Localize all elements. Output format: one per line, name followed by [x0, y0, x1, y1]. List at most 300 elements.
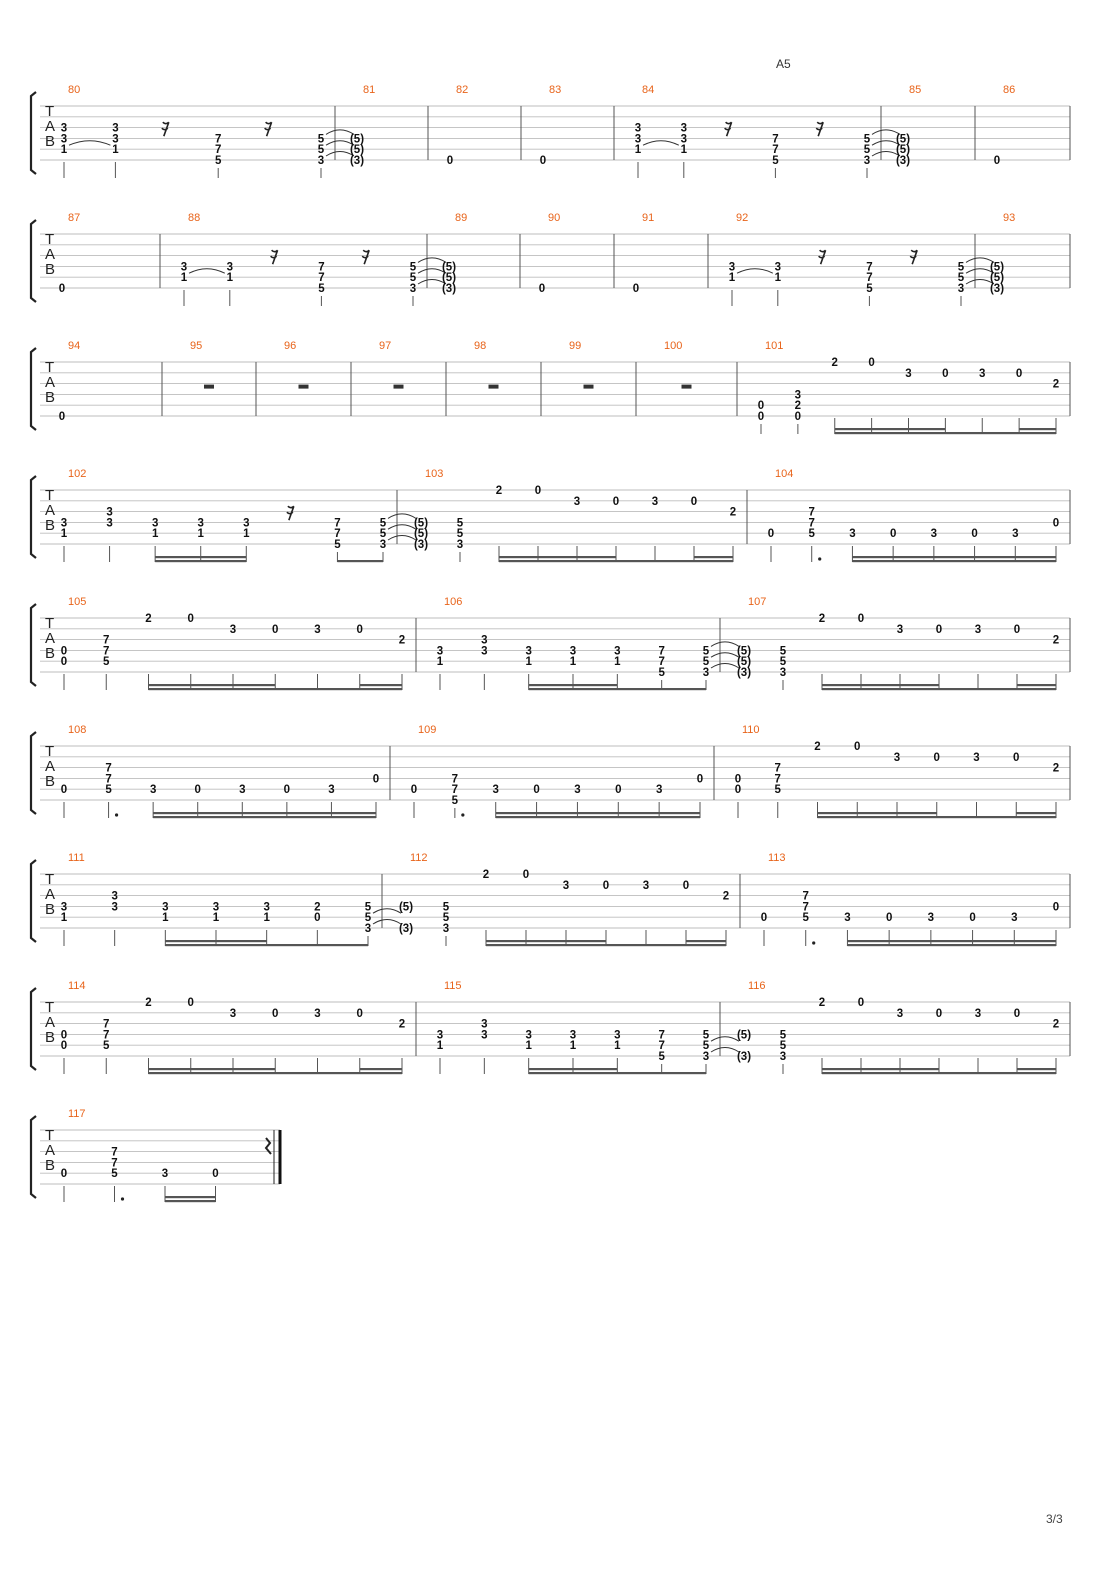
bar-number: 99 — [569, 340, 582, 352]
beam-secondary — [529, 1068, 573, 1070]
fret-number: 2 — [814, 741, 821, 753]
tab-clef-letter: A — [45, 246, 56, 263]
beam — [931, 944, 973, 946]
beam-secondary — [216, 940, 267, 942]
fret-number: 0 — [446, 155, 454, 167]
beam — [973, 944, 1015, 946]
fret-number: 0 — [410, 784, 418, 797]
system-bracket — [31, 348, 36, 430]
fret-number: 3 — [896, 623, 904, 636]
beam — [655, 560, 694, 562]
fret-number: 1 — [436, 1040, 444, 1053]
tab-clef-letter: A — [45, 1142, 56, 1159]
beam — [889, 944, 931, 946]
fret-number: 2 — [398, 1018, 406, 1031]
beam — [659, 816, 700, 818]
fret-number: 0 — [935, 1007, 943, 1020]
fret-number: 3 — [569, 645, 577, 658]
fret-number: 0 — [1015, 367, 1023, 380]
fret-number: 3 — [569, 1029, 577, 1042]
bar-number: 83 — [549, 84, 562, 96]
beam-secondary — [165, 940, 216, 942]
beam-secondary — [573, 684, 617, 686]
fret-number: (5) — [989, 261, 1005, 274]
tab-clef-letter: T — [45, 615, 55, 632]
sixteenth-rest — [910, 250, 917, 264]
beam — [499, 560, 538, 562]
fret-number: 1 — [436, 656, 444, 669]
fret-number: 2 — [1052, 378, 1060, 391]
beam — [686, 944, 726, 946]
beam — [529, 1072, 573, 1074]
tab-clef-letter: B — [45, 1029, 56, 1046]
fret-number: 7 — [808, 517, 815, 530]
fret-number: 1 — [112, 144, 119, 157]
fret-number: 1 — [226, 272, 234, 285]
whole-rest — [489, 385, 499, 389]
tab-clef-letter: T — [45, 487, 55, 504]
fret-number: 0 — [283, 784, 291, 797]
bar-number: 98 — [474, 340, 487, 352]
tab-clef-letter: T — [45, 359, 55, 376]
beam — [900, 688, 939, 690]
beam — [360, 1072, 402, 1074]
tab-clef-letter: T — [45, 999, 55, 1016]
beam — [616, 560, 655, 562]
fret-number: 5 — [334, 539, 341, 551]
fret-number: 0 — [942, 367, 949, 380]
tab-system — [31, 340, 1070, 434]
fret-number: 7 — [772, 144, 779, 157]
beam — [937, 816, 977, 818]
sixteenth-rest — [287, 506, 294, 520]
sixteenth-rest — [162, 122, 169, 136]
fret-number: 0 — [602, 879, 610, 892]
bar-number: 85 — [909, 84, 922, 96]
tab-system — [31, 852, 1070, 946]
fret-number: 0 — [885, 912, 893, 925]
beam — [1019, 432, 1056, 434]
beam — [486, 944, 526, 946]
fret-number: 3 — [979, 367, 986, 380]
fret-number: (3) — [441, 283, 457, 295]
tab-clef-letter: T — [45, 103, 55, 120]
beam-secondary — [931, 940, 973, 942]
fret-number: (3) — [413, 539, 429, 551]
fret-number: 7 — [658, 1029, 665, 1042]
fret-number: 2 — [145, 997, 152, 1009]
fret-number: 1 — [680, 144, 688, 157]
beam — [662, 1072, 706, 1074]
rhythm-dot — [461, 813, 464, 816]
fret-number: 0 — [1013, 1007, 1021, 1020]
fret-number: 0 — [734, 773, 742, 786]
beam-secondary — [973, 940, 1015, 942]
fret-number: 0 — [533, 784, 540, 797]
fret-number: 7 — [103, 645, 110, 658]
fret-number: 0 — [889, 528, 897, 541]
fret-number: 3 — [481, 634, 488, 647]
fret-number: 3 — [614, 1029, 621, 1042]
fret-number: 0 — [187, 997, 194, 1009]
fret-number: 3 — [905, 367, 912, 380]
beam — [978, 688, 1017, 690]
beam — [165, 944, 216, 946]
beam-secondary — [201, 556, 247, 558]
bar-number: 101 — [765, 340, 784, 352]
fret-number: 3 — [60, 122, 68, 135]
beam — [982, 432, 1019, 434]
bar-number: 105 — [68, 596, 87, 608]
fret-number: 7 — [111, 1157, 118, 1170]
fret-number: 0 — [272, 1007, 279, 1020]
beam-secondary — [191, 1068, 233, 1070]
fret-number: 2 — [1052, 762, 1060, 775]
fret-number: 0 — [854, 741, 861, 753]
tab-clef-letter: A — [45, 758, 56, 775]
bar-number: 88 — [188, 212, 201, 224]
fret-number: 3 — [634, 122, 642, 135]
beam — [861, 1072, 900, 1074]
tab-system — [31, 212, 1070, 306]
beam — [577, 560, 616, 562]
fret-number: 3 — [60, 901, 68, 914]
beam — [155, 560, 201, 562]
fret-number: 3 — [974, 623, 982, 636]
fret-number: 7 — [802, 890, 809, 903]
beam — [934, 560, 975, 562]
beam-secondary — [1017, 684, 1056, 686]
fret-number: 1 — [614, 1040, 621, 1053]
fret-number: 0 — [935, 623, 943, 636]
fret-number: 0 — [212, 1168, 219, 1181]
tab-clef-letter: T — [45, 743, 55, 760]
fret-number: (5) — [736, 656, 752, 669]
bar-number: 112 — [410, 852, 428, 864]
bar-number: 117 — [68, 1108, 86, 1120]
bar-number: 100 — [664, 340, 683, 352]
fret-number: 0 — [933, 751, 940, 764]
tab-system — [31, 84, 1070, 178]
fret-number: 7 — [802, 901, 809, 914]
beam — [573, 688, 617, 690]
beam — [191, 688, 233, 690]
sixteenth-rest — [819, 250, 826, 264]
fret-number: 3 — [151, 517, 159, 530]
fret-number: 7 — [772, 133, 779, 146]
beam-secondary — [1014, 940, 1056, 942]
beam-secondary — [1016, 812, 1056, 814]
fret-number: 7 — [451, 773, 459, 786]
fret-number: 1 — [60, 912, 68, 925]
fret-number: 3 — [973, 751, 980, 764]
beam — [496, 816, 537, 818]
fret-number: 2 — [794, 400, 802, 413]
fret-number: 3 — [779, 1051, 787, 1063]
beam-secondary — [360, 1068, 402, 1070]
fret-number: 3 — [162, 901, 169, 914]
fret-number: 1 — [614, 656, 621, 669]
fret-number: 2 — [818, 613, 826, 625]
fret-number: 5 — [103, 656, 110, 669]
fret-number: 3 — [794, 389, 802, 402]
beam-secondary — [566, 940, 606, 942]
fret-number: 5 — [105, 784, 112, 797]
beam — [861, 688, 900, 690]
fret-number: 5 — [103, 1040, 110, 1053]
fret-number: 2 — [1052, 1018, 1060, 1031]
fret-number: 3 — [111, 901, 118, 914]
whole-rest — [204, 385, 214, 389]
fret-number: 3 — [525, 1029, 532, 1042]
fret-number: 1 — [634, 144, 642, 157]
beam-secondary — [155, 556, 201, 558]
system-bracket — [31, 220, 36, 302]
fret-number: 3 — [893, 751, 901, 764]
fret-number: 3 — [180, 261, 188, 274]
fret-number: 3 — [634, 133, 642, 146]
beam-secondary — [857, 812, 897, 814]
beam-secondary — [861, 1068, 900, 1070]
bar-number: 103 — [425, 468, 444, 480]
tie-arc — [711, 1048, 739, 1053]
tie-arc — [69, 141, 110, 146]
fret-number: 3 — [844, 912, 851, 925]
fret-number: 3 — [161, 1168, 169, 1181]
fret-number: 1 — [162, 912, 169, 925]
fret-number: 5 — [702, 1029, 710, 1042]
fret-number: 3 — [651, 495, 659, 508]
beam — [822, 688, 861, 690]
fret-number: 2 — [818, 997, 826, 1009]
fret-number: 0 — [696, 773, 704, 786]
tab-clef-letter: B — [45, 261, 56, 278]
fret-number: 0 — [690, 495, 698, 508]
fret-number: 3 — [655, 784, 663, 797]
system-bracket — [31, 732, 36, 814]
tab-clef-letter: B — [45, 773, 56, 790]
beam — [529, 688, 573, 690]
beam-secondary — [1019, 428, 1056, 430]
fret-number: 1 — [525, 1040, 532, 1053]
beam-secondary — [149, 684, 191, 686]
fret-number: 7 — [334, 517, 341, 530]
tab-system — [31, 468, 1070, 562]
fret-number: 5 — [772, 155, 779, 167]
fret-number: 5 — [364, 912, 372, 925]
beam — [242, 816, 287, 818]
fret-number: 0 — [60, 1029, 68, 1042]
fret-number: 3 — [702, 667, 710, 679]
fret-number: 3 — [573, 495, 581, 508]
fret-number: 5 — [863, 144, 871, 157]
fret-number: 3 — [436, 645, 444, 658]
fret-number: 3 — [492, 784, 499, 797]
beam — [153, 816, 198, 818]
bar-number: 95 — [190, 340, 203, 352]
beam-secondary — [900, 1068, 939, 1070]
beam-secondary — [577, 812, 618, 814]
fret-number: 0 — [60, 1040, 68, 1053]
fret-number: 3 — [481, 1029, 488, 1042]
fret-number: 3 — [1012, 528, 1019, 541]
fret-number: 0 — [60, 645, 68, 658]
fret-number: 5 — [702, 1040, 710, 1053]
fret-number: 1 — [151, 528, 159, 541]
sixteenth-rest — [265, 122, 272, 136]
fret-number: 5 — [379, 517, 387, 530]
fret-number: 7 — [111, 1146, 118, 1159]
fret-number: 5 — [214, 155, 222, 167]
fret-number: 0 — [993, 155, 1001, 167]
fret-number: (5) — [398, 901, 414, 914]
beam — [201, 560, 247, 562]
fret-number: 3 — [680, 122, 688, 135]
beam-secondary — [893, 556, 934, 558]
bar-number: 86 — [1003, 84, 1016, 96]
fret-number: 7 — [658, 1040, 665, 1053]
fret-number: 1 — [569, 656, 577, 669]
beam — [852, 560, 893, 562]
fret-number: (5) — [989, 272, 1005, 285]
bar-number: 91 — [642, 212, 655, 224]
fret-number: 2 — [1052, 634, 1060, 647]
beam-secondary — [529, 684, 573, 686]
beam — [606, 944, 646, 946]
tie-arc — [711, 1037, 739, 1042]
beam-secondary — [822, 1068, 861, 1070]
fret-number: 7 — [103, 634, 110, 647]
fret-number: 7 — [866, 272, 873, 285]
fret-number: 5 — [442, 901, 450, 914]
fret-number: 2 — [145, 613, 152, 625]
beam — [900, 1072, 939, 1074]
beam — [318, 688, 360, 690]
fret-number: 7 — [334, 528, 341, 541]
beam-secondary — [360, 684, 402, 686]
fret-number: 0 — [194, 784, 201, 797]
fret-number: 5 — [442, 912, 450, 925]
fret-number: 7 — [866, 261, 873, 274]
beam — [857, 816, 897, 818]
bar-number: 84 — [642, 84, 655, 96]
fret-number: 5 — [866, 283, 873, 295]
fret-number: (3) — [736, 667, 752, 679]
beam-secondary — [233, 1068, 275, 1070]
fret-number: 3 — [197, 517, 204, 530]
fret-number: 2 — [722, 890, 730, 903]
fret-number: (5) — [441, 261, 457, 274]
fret-number: 0 — [760, 912, 768, 925]
beam — [1016, 816, 1056, 818]
beam — [617, 688, 661, 690]
fret-number: 3 — [930, 528, 938, 541]
fret-number: 3 — [456, 539, 464, 551]
fret-number: (3) — [736, 1051, 752, 1063]
fret-number: 2 — [398, 634, 406, 647]
fret-number: 3 — [314, 623, 321, 636]
fret-number: 3 — [779, 667, 787, 679]
fret-number: 3 — [702, 1051, 710, 1063]
fret-number: 0 — [971, 528, 978, 541]
fret-number: (3) — [895, 155, 911, 167]
system-bracket — [31, 604, 36, 686]
page-number: 3/3 — [1046, 1512, 1063, 1526]
fret-number: 3 — [60, 133, 68, 146]
fret-number: 3 — [379, 539, 387, 551]
system-bracket — [31, 1116, 36, 1198]
beam — [577, 816, 618, 818]
whole-rest — [299, 385, 309, 389]
fret-number: 7 — [774, 762, 781, 775]
fret-number: 1 — [569, 1040, 577, 1053]
bar-number: 106 — [444, 596, 463, 608]
fret-number: 0 — [1052, 901, 1060, 914]
bar-number: 87 — [68, 212, 81, 224]
rhythm-dot — [115, 813, 118, 816]
beam — [233, 1072, 275, 1074]
fret-number: 3 — [896, 1007, 904, 1020]
bar-number: 97 — [379, 340, 392, 352]
fret-number: 3 — [849, 528, 856, 541]
fret-number: 3 — [239, 784, 246, 797]
beam-secondary — [1017, 1068, 1056, 1070]
beam-secondary — [889, 940, 931, 942]
beam-secondary — [573, 1068, 617, 1070]
fret-number: 3 — [112, 133, 119, 146]
bar-number: 102 — [68, 468, 87, 480]
beam — [275, 1072, 317, 1074]
fret-number: 0 — [1013, 623, 1021, 636]
fret-number: 3 — [774, 261, 782, 274]
whole-rest — [682, 385, 692, 389]
tab-clef-letter: T — [45, 231, 55, 248]
tie-arc — [373, 909, 401, 914]
tab-clef-letter: A — [45, 502, 56, 519]
tab-clef-letter: A — [45, 630, 56, 647]
fret-number: 5 — [702, 656, 710, 669]
fret-number: (5) — [895, 133, 911, 146]
fret-number: 0 — [60, 1168, 68, 1181]
beam — [835, 432, 872, 434]
bar-number: 111 — [68, 852, 85, 864]
fret-number: 5 — [658, 1051, 665, 1063]
fret-number: (5) — [736, 1029, 752, 1042]
fret-number: 5 — [317, 133, 325, 146]
fret-number: 0 — [522, 869, 530, 881]
fret-number: 0 — [534, 485, 542, 497]
beam-secondary — [818, 812, 858, 814]
fret-number: 3 — [229, 623, 237, 636]
fret-number: 0 — [58, 411, 66, 423]
fret-number: 7 — [214, 144, 222, 157]
fret-number: 5 — [409, 261, 417, 274]
bar-number: 104 — [775, 468, 794, 480]
beam — [287, 816, 332, 818]
whole-rest — [584, 385, 594, 389]
beam-secondary — [331, 812, 376, 814]
sixteenth-rest — [271, 250, 278, 264]
system-bracket — [31, 860, 36, 942]
fret-number: 5 — [863, 133, 871, 146]
fret-number: 3 — [112, 122, 119, 135]
beam — [939, 1072, 978, 1074]
fret-number: 3 — [562, 879, 570, 892]
fret-number: 5 — [456, 517, 464, 530]
fret-number: 5 — [779, 1040, 787, 1053]
fret-number: 3 — [317, 155, 325, 167]
beam-secondary — [909, 428, 946, 430]
